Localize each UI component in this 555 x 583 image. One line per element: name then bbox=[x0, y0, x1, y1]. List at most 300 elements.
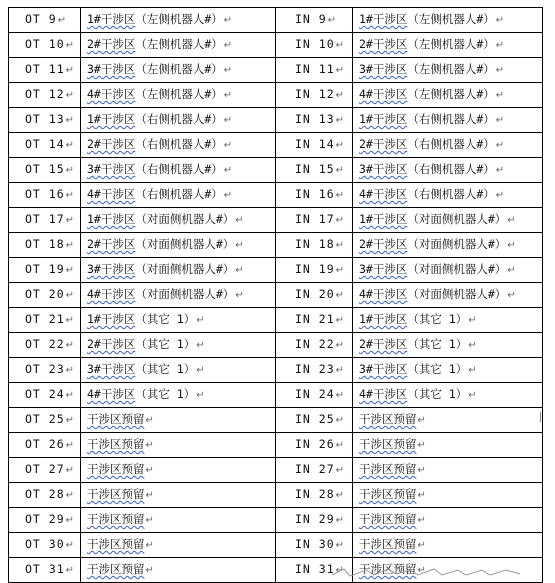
paragraph-mark: ↵ bbox=[335, 215, 346, 226]
paragraph-mark: ↵ bbox=[235, 215, 244, 226]
ot-zone-text: 干涉区预留 bbox=[87, 437, 145, 451]
ot-zone-text: 1#干涉区 bbox=[87, 312, 136, 326]
ot-zone-text: 干涉区预留 bbox=[87, 512, 145, 526]
ot-signal-cell bbox=[9, 458, 81, 483]
paragraph-mark: ↵ bbox=[65, 540, 76, 551]
paragraph-mark: ↵ bbox=[65, 390, 76, 401]
in-zone-text: 1#干涉区 bbox=[359, 12, 408, 26]
ot-zone-text: 3#干涉区 bbox=[87, 262, 136, 276]
ot-description-cell bbox=[81, 358, 276, 383]
ot-description-cell bbox=[81, 558, 276, 583]
ot-signal-cell bbox=[9, 558, 81, 583]
ot-description-cell bbox=[81, 183, 276, 208]
in-desc-rest: （右侧机器人#） bbox=[407, 162, 495, 176]
ot-desc-rest: （其它 1） bbox=[135, 362, 196, 376]
in-signal-cell bbox=[276, 58, 353, 83]
in-zone-text: 2#干涉区 bbox=[359, 37, 408, 51]
in-signal-cell bbox=[276, 33, 353, 58]
paragraph-mark: ↵ bbox=[65, 415, 76, 426]
paragraph-mark: ↵ bbox=[65, 90, 76, 101]
paragraph-mark: ↵ bbox=[507, 290, 516, 301]
in-zone-text: 2#干涉区 bbox=[359, 337, 408, 351]
paragraph-mark: ↵ bbox=[223, 140, 233, 151]
in-signal-label: IN 18 bbox=[295, 237, 335, 251]
paragraph-mark: ↵ bbox=[223, 65, 233, 76]
table-row bbox=[9, 308, 543, 333]
ot-signal-cell bbox=[9, 58, 81, 83]
io-signal-table bbox=[8, 7, 543, 583]
paragraph-mark: ↵ bbox=[468, 315, 477, 326]
ot-description-cell bbox=[81, 283, 276, 308]
ot-description-cell bbox=[81, 333, 276, 358]
ot-zone-text: 2#干涉区 bbox=[87, 337, 136, 351]
paragraph-mark: ↵ bbox=[65, 340, 76, 351]
table-row bbox=[9, 483, 543, 508]
in-description-cell bbox=[353, 383, 543, 408]
in-signal-label: IN 24 bbox=[295, 387, 335, 401]
table-row bbox=[9, 333, 543, 358]
paragraph-mark: ↵ bbox=[65, 190, 76, 201]
paragraph-mark: ↵ bbox=[145, 440, 154, 451]
paragraph-mark: ↵ bbox=[335, 390, 346, 401]
paragraph-mark: ↵ bbox=[65, 290, 76, 301]
paragraph-mark: ↵ bbox=[335, 440, 346, 451]
ot-description-cell bbox=[81, 533, 276, 558]
ot-description-cell bbox=[81, 483, 276, 508]
ot-desc-rest: （对面侧机器人#） bbox=[135, 237, 235, 251]
paragraph-mark: ↵ bbox=[495, 115, 505, 126]
in-description-cell bbox=[353, 8, 543, 33]
paragraph-mark: ↵ bbox=[507, 215, 516, 226]
paragraph-mark: ↵ bbox=[196, 390, 205, 401]
paragraph-mark: ↵ bbox=[196, 315, 205, 326]
in-zone-text: 干涉区预留 bbox=[359, 537, 417, 551]
paragraph-mark: ↵ bbox=[417, 440, 426, 451]
ot-signal-label: OT 20 bbox=[25, 287, 65, 301]
in-description-cell bbox=[353, 183, 543, 208]
in-desc-rest: （右侧机器人#） bbox=[407, 112, 495, 126]
ot-description-cell bbox=[81, 508, 276, 533]
paragraph-mark: ↵ bbox=[417, 415, 426, 426]
paragraph-mark: ↵ bbox=[417, 465, 426, 476]
ot-signal-label: OT 27 bbox=[25, 462, 65, 476]
in-zone-text: 3#干涉区 bbox=[359, 62, 408, 76]
in-description-cell bbox=[353, 533, 543, 558]
ot-signal-label: OT 18 bbox=[25, 237, 65, 251]
ot-signal-cell bbox=[9, 8, 81, 33]
paragraph-mark: ↵ bbox=[65, 490, 76, 501]
in-description-cell bbox=[353, 508, 543, 533]
io-signal-table-sheet bbox=[8, 7, 543, 583]
ot-zone-text: 4#干涉区 bbox=[87, 187, 136, 201]
ot-description-cell bbox=[81, 8, 276, 33]
paragraph-mark: ↵ bbox=[468, 390, 477, 401]
in-zone-text: 1#干涉区 bbox=[359, 312, 408, 326]
ot-zone-text: 2#干涉区 bbox=[87, 237, 136, 251]
ot-signal-label: OT 30 bbox=[25, 537, 65, 551]
paragraph-mark: ↵ bbox=[65, 115, 76, 126]
table-row bbox=[9, 383, 543, 408]
in-zone-text: 干涉区预留 bbox=[359, 412, 417, 426]
in-signal-cell bbox=[276, 433, 353, 458]
paragraph-mark: ↵ bbox=[417, 490, 426, 501]
paragraph-mark: ↵ bbox=[327, 15, 338, 26]
in-signal-cell bbox=[276, 383, 353, 408]
in-signal-label: IN 23 bbox=[295, 362, 335, 376]
ot-signal-label: OT 24 bbox=[25, 387, 65, 401]
in-signal-label: IN 14 bbox=[295, 137, 335, 151]
paragraph-mark: ↵ bbox=[223, 190, 233, 201]
ot-zone-text: 2#干涉区 bbox=[87, 137, 136, 151]
paragraph-mark: ↵ bbox=[223, 90, 233, 101]
ot-zone-text: 1#干涉区 bbox=[87, 212, 136, 226]
table-row bbox=[9, 458, 543, 483]
paragraph-mark: ↵ bbox=[335, 140, 346, 151]
ot-description-cell bbox=[81, 108, 276, 133]
table-row bbox=[9, 358, 543, 383]
paragraph-mark: ↵ bbox=[235, 290, 244, 301]
table-row bbox=[9, 108, 543, 133]
in-signal-cell bbox=[276, 83, 353, 108]
table-row bbox=[9, 58, 543, 83]
ot-signal-cell bbox=[9, 133, 81, 158]
paragraph-mark: ↵ bbox=[65, 565, 76, 576]
table-row bbox=[9, 208, 543, 233]
in-zone-text: 3#干涉区 bbox=[359, 362, 408, 376]
paragraph-mark: ↵ bbox=[335, 40, 346, 51]
ot-zone-text: 干涉区预留 bbox=[87, 462, 145, 476]
ot-signal-cell bbox=[9, 208, 81, 233]
table-row bbox=[9, 533, 543, 558]
in-description-cell bbox=[353, 258, 543, 283]
ot-signal-cell bbox=[9, 183, 81, 208]
ot-signal-label: OT 22 bbox=[25, 337, 65, 351]
ot-zone-text: 干涉区预留 bbox=[87, 412, 145, 426]
paragraph-mark: ↵ bbox=[145, 515, 154, 526]
margin-tick bbox=[540, 412, 541, 422]
paragraph-mark: ↵ bbox=[495, 40, 505, 51]
in-desc-rest: （左侧机器人#） bbox=[407, 12, 495, 26]
paragraph-mark: ↵ bbox=[335, 115, 346, 126]
paragraph-mark: ↵ bbox=[223, 115, 233, 126]
ot-zone-text: 4#干涉区 bbox=[87, 287, 136, 301]
ot-desc-rest: （右侧机器人#） bbox=[135, 137, 223, 151]
paragraph-mark: ↵ bbox=[335, 240, 346, 251]
in-signal-label: IN 25 bbox=[295, 412, 335, 426]
ot-zone-text: 4#干涉区 bbox=[87, 387, 136, 401]
in-zone-text: 干涉区预留 bbox=[359, 487, 417, 501]
ot-description-cell bbox=[81, 133, 276, 158]
in-signal-label: IN 16 bbox=[295, 187, 335, 201]
ot-signal-label: OT 28 bbox=[25, 487, 65, 501]
in-signal-label: IN 28 bbox=[295, 487, 335, 501]
in-signal-cell bbox=[276, 283, 353, 308]
table-row bbox=[9, 158, 543, 183]
paragraph-mark: ↵ bbox=[335, 365, 346, 376]
paragraph-mark: ↵ bbox=[145, 540, 154, 551]
ot-desc-rest: （右侧机器人#） bbox=[135, 187, 223, 201]
in-signal-label: IN 11 bbox=[295, 62, 335, 76]
in-zone-text: 4#干涉区 bbox=[359, 187, 408, 201]
in-signal-cell bbox=[276, 458, 353, 483]
in-description-cell bbox=[353, 358, 543, 383]
ot-signal-cell bbox=[9, 283, 81, 308]
paragraph-mark: ↵ bbox=[235, 240, 244, 251]
in-description-cell bbox=[353, 458, 543, 483]
ot-desc-rest: （左侧机器人#） bbox=[135, 37, 223, 51]
ot-signal-label: OT 12 bbox=[25, 87, 65, 101]
paragraph-mark: ↵ bbox=[65, 265, 76, 276]
in-description-cell bbox=[353, 158, 543, 183]
ot-signal-label: OT 25 bbox=[25, 412, 65, 426]
table-row bbox=[9, 8, 543, 33]
ot-signal-label: OT 9 bbox=[25, 12, 57, 26]
in-signal-label: IN 26 bbox=[295, 437, 335, 451]
ot-description-cell bbox=[81, 433, 276, 458]
paragraph-mark: ↵ bbox=[335, 165, 346, 176]
in-signal-label: IN 27 bbox=[295, 462, 335, 476]
ot-signal-label: OT 15 bbox=[25, 162, 65, 176]
ot-signal-cell bbox=[9, 408, 81, 433]
in-desc-rest: （对面侧机器人#） bbox=[407, 237, 507, 251]
in-signal-label: IN 29 bbox=[295, 512, 335, 526]
table-row bbox=[9, 283, 543, 308]
ot-desc-rest: （右侧机器人#） bbox=[135, 112, 223, 126]
ot-signal-cell bbox=[9, 108, 81, 133]
in-zone-text: 干涉区预留 bbox=[359, 512, 417, 526]
paragraph-mark: ↵ bbox=[223, 165, 233, 176]
paragraph-mark: ↵ bbox=[335, 490, 346, 501]
ot-signal-cell bbox=[9, 33, 81, 58]
in-zone-text: 干涉区预留 bbox=[359, 462, 417, 476]
ot-description-cell bbox=[81, 383, 276, 408]
paragraph-mark: ↵ bbox=[196, 340, 205, 351]
paragraph-mark: ↵ bbox=[145, 465, 154, 476]
ot-zone-text: 干涉区预留 bbox=[87, 562, 145, 576]
in-signal-label: IN 22 bbox=[295, 337, 335, 351]
paragraph-mark: ↵ bbox=[65, 440, 76, 451]
paragraph-mark: ↵ bbox=[65, 315, 76, 326]
in-signal-cell bbox=[276, 133, 353, 158]
paragraph-mark: ↵ bbox=[65, 240, 76, 251]
ot-signal-cell bbox=[9, 308, 81, 333]
ot-description-cell bbox=[81, 233, 276, 258]
in-signal-cell bbox=[276, 508, 353, 533]
table-row bbox=[9, 83, 543, 108]
paragraph-mark: ↵ bbox=[335, 190, 346, 201]
in-zone-text: 干涉区预留 bbox=[359, 562, 417, 576]
ot-description-cell bbox=[81, 258, 276, 283]
ot-signal-label: OT 11 bbox=[25, 62, 65, 76]
ot-signal-label: OT 16 bbox=[25, 187, 65, 201]
table-row bbox=[9, 233, 543, 258]
ot-signal-label: OT 26 bbox=[25, 437, 65, 451]
paragraph-mark: ↵ bbox=[57, 15, 68, 26]
in-zone-text: 1#干涉区 bbox=[359, 112, 408, 126]
ot-desc-rest: （其它 1） bbox=[135, 387, 196, 401]
in-zone-text: 4#干涉区 bbox=[359, 87, 408, 101]
ot-zone-text: 干涉区预留 bbox=[87, 537, 145, 551]
in-zone-text: 2#干涉区 bbox=[359, 137, 408, 151]
in-description-cell bbox=[353, 83, 543, 108]
paragraph-mark: ↵ bbox=[65, 65, 76, 76]
in-signal-label: IN 31 bbox=[295, 562, 335, 576]
paragraph-mark: ↵ bbox=[335, 65, 346, 76]
paragraph-mark: ↵ bbox=[223, 15, 233, 26]
paragraph-mark: ↵ bbox=[335, 90, 346, 101]
in-description-cell bbox=[353, 333, 543, 358]
ot-zone-text: 3#干涉区 bbox=[87, 362, 136, 376]
paragraph-mark: ↵ bbox=[335, 315, 346, 326]
paragraph-mark: ↵ bbox=[65, 215, 76, 226]
ot-signal-cell bbox=[9, 358, 81, 383]
ot-zone-text: 1#干涉区 bbox=[87, 112, 136, 126]
in-signal-cell bbox=[276, 483, 353, 508]
ot-zone-text: 1#干涉区 bbox=[87, 12, 136, 26]
paragraph-mark: ↵ bbox=[495, 65, 505, 76]
in-signal-cell bbox=[276, 533, 353, 558]
ot-zone-text: 4#干涉区 bbox=[87, 87, 136, 101]
in-description-cell bbox=[353, 483, 543, 508]
in-description-cell bbox=[353, 33, 543, 58]
ot-signal-cell bbox=[9, 158, 81, 183]
ot-signal-label: OT 29 bbox=[25, 512, 65, 526]
in-signal-label: IN 10 bbox=[295, 37, 335, 51]
ot-signal-cell bbox=[9, 258, 81, 283]
ot-signal-label: OT 14 bbox=[25, 137, 65, 151]
ot-desc-rest: （对面侧机器人#） bbox=[135, 287, 235, 301]
paragraph-mark: ↵ bbox=[145, 415, 154, 426]
paragraph-mark: ↵ bbox=[335, 265, 346, 276]
in-signal-label: IN 21 bbox=[295, 312, 335, 326]
ot-description-cell bbox=[81, 208, 276, 233]
paragraph-mark: ↵ bbox=[417, 540, 426, 551]
paragraph-mark: ↵ bbox=[335, 465, 346, 476]
table-row bbox=[9, 133, 543, 158]
in-desc-rest: （左侧机器人#） bbox=[407, 87, 495, 101]
paragraph-mark: ↵ bbox=[495, 15, 505, 26]
paragraph-mark: ↵ bbox=[65, 165, 76, 176]
ot-desc-rest: （其它 1） bbox=[135, 337, 196, 351]
paragraph-mark: ↵ bbox=[235, 265, 244, 276]
paragraph-mark: ↵ bbox=[335, 340, 346, 351]
in-signal-cell bbox=[276, 8, 353, 33]
in-desc-rest: （对面侧机器人#） bbox=[407, 287, 507, 301]
in-zone-text: 2#干涉区 bbox=[359, 237, 408, 251]
in-description-cell bbox=[353, 308, 543, 333]
in-desc-rest: （左侧机器人#） bbox=[407, 37, 495, 51]
in-description-cell bbox=[353, 208, 543, 233]
in-zone-text: 1#干涉区 bbox=[359, 212, 408, 226]
paragraph-mark: ↵ bbox=[335, 565, 346, 576]
in-zone-text: 3#干涉区 bbox=[359, 162, 408, 176]
table-row bbox=[9, 508, 543, 533]
in-description-cell bbox=[353, 233, 543, 258]
ot-signal-cell bbox=[9, 333, 81, 358]
ot-signal-label: OT 21 bbox=[25, 312, 65, 326]
ot-signal-cell bbox=[9, 83, 81, 108]
ot-signal-cell bbox=[9, 233, 81, 258]
in-zone-text: 4#干涉区 bbox=[359, 287, 408, 301]
paragraph-mark: ↵ bbox=[145, 490, 154, 501]
paragraph-mark: ↵ bbox=[335, 290, 346, 301]
in-signal-cell bbox=[276, 358, 353, 383]
paragraph-mark: ↵ bbox=[495, 90, 505, 101]
in-desc-rest: （其它 1） bbox=[407, 362, 468, 376]
ot-desc-rest: （左侧机器人#） bbox=[135, 87, 223, 101]
paragraph-mark: ↵ bbox=[417, 515, 426, 526]
ot-signal-label: OT 10 bbox=[25, 37, 65, 51]
ot-description-cell bbox=[81, 83, 276, 108]
ot-description-cell bbox=[81, 308, 276, 333]
in-signal-cell bbox=[276, 158, 353, 183]
in-signal-cell bbox=[276, 208, 353, 233]
ot-signal-label: OT 17 bbox=[25, 212, 65, 226]
in-description-cell bbox=[353, 58, 543, 83]
paragraph-mark: ↵ bbox=[335, 415, 346, 426]
in-description-cell bbox=[353, 133, 543, 158]
in-signal-cell bbox=[276, 258, 353, 283]
io-signal-table-body bbox=[9, 8, 543, 583]
ot-zone-text: 2#干涉区 bbox=[87, 37, 136, 51]
in-description-cell bbox=[353, 108, 543, 133]
table-row bbox=[9, 33, 543, 58]
paragraph-mark: ↵ bbox=[65, 140, 76, 151]
ot-zone-text: 3#干涉区 bbox=[87, 162, 136, 176]
in-signal-label: IN 19 bbox=[295, 262, 335, 276]
paragraph-mark: ↵ bbox=[196, 365, 205, 376]
in-desc-rest: （其它 1） bbox=[407, 337, 468, 351]
ot-description-cell bbox=[81, 158, 276, 183]
ot-desc-rest: （其它 1） bbox=[135, 312, 196, 326]
in-signal-label: IN 20 bbox=[295, 287, 335, 301]
in-signal-cell bbox=[276, 308, 353, 333]
ot-desc-rest: （左侧机器人#） bbox=[135, 12, 223, 26]
in-desc-rest: （其它 1） bbox=[407, 312, 468, 326]
ot-description-cell bbox=[81, 458, 276, 483]
paragraph-mark: ↵ bbox=[417, 565, 426, 576]
ot-signal-cell bbox=[9, 533, 81, 558]
paragraph-mark: ↵ bbox=[65, 40, 76, 51]
cut-off-scribble bbox=[330, 566, 530, 578]
ot-signal-cell bbox=[9, 383, 81, 408]
ot-description-cell bbox=[81, 33, 276, 58]
ot-signal-label: OT 23 bbox=[25, 362, 65, 376]
ot-signal-label: OT 19 bbox=[25, 262, 65, 276]
in-signal-label: IN 9 bbox=[295, 12, 327, 26]
table-row bbox=[9, 183, 543, 208]
in-signal-label: IN 30 bbox=[295, 537, 335, 551]
paragraph-mark: ↵ bbox=[507, 240, 516, 251]
table-row bbox=[9, 433, 543, 458]
in-desc-rest: （其它 1） bbox=[407, 387, 468, 401]
in-desc-rest: （对面侧机器人#） bbox=[407, 262, 507, 276]
ot-description-cell bbox=[81, 408, 276, 433]
in-signal-cell bbox=[276, 333, 353, 358]
ot-desc-rest: （左侧机器人#） bbox=[135, 62, 223, 76]
paragraph-mark: ↵ bbox=[495, 165, 505, 176]
paragraph-mark: ↵ bbox=[335, 540, 346, 551]
in-desc-rest: （左侧机器人#） bbox=[407, 62, 495, 76]
table-row bbox=[9, 258, 543, 283]
paragraph-mark: ↵ bbox=[468, 340, 477, 351]
paragraph-mark: ↵ bbox=[468, 365, 477, 376]
in-description-cell bbox=[353, 433, 543, 458]
in-zone-text: 4#干涉区 bbox=[359, 387, 408, 401]
ot-desc-rest: （右侧机器人#） bbox=[135, 162, 223, 176]
in-signal-cell bbox=[276, 233, 353, 258]
in-signal-label: IN 15 bbox=[295, 162, 335, 176]
